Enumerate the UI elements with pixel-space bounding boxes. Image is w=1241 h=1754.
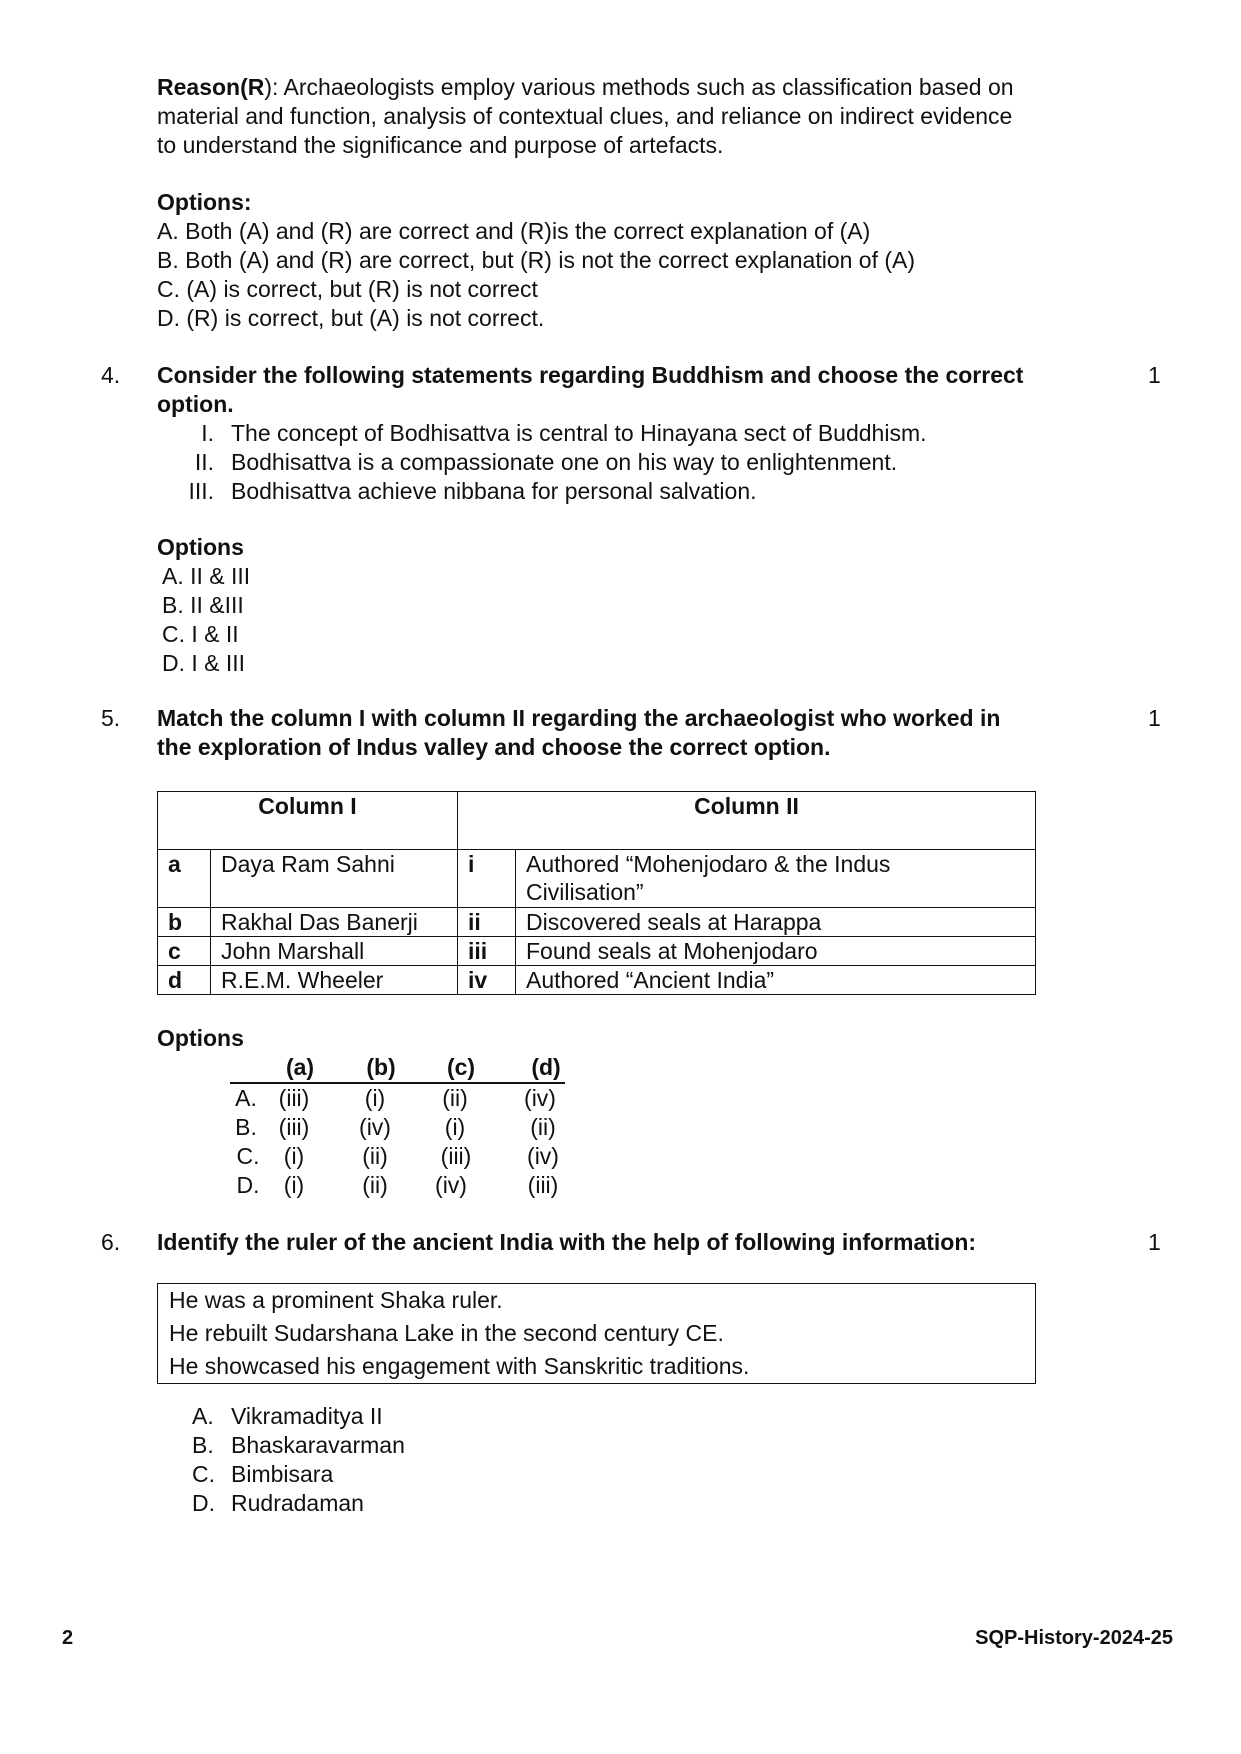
col2-key: i bbox=[458, 850, 516, 908]
options-grid-row: C. (i) (ii) (iii) (iv) bbox=[236, 1143, 559, 1169]
col1-value: Daya Ram Sahni bbox=[211, 850, 458, 908]
q3-options-heading: Options: bbox=[157, 189, 252, 215]
q3-reason-line-3: to understand the significance and purpose of artefacts. bbox=[157, 132, 724, 158]
table-row bbox=[158, 937, 1036, 966]
grid-header-c: (c) bbox=[446, 1054, 476, 1080]
q5-options-heading: Options bbox=[157, 1025, 244, 1051]
q4-options bbox=[162, 562, 250, 678]
grid-header-b: (b) bbox=[366, 1054, 396, 1080]
q5-number: 5. bbox=[101, 705, 121, 731]
col1-key: a bbox=[158, 850, 211, 908]
q6-option: A. Vikramaditya II bbox=[192, 1403, 383, 1429]
q5-question-line-2: the exploration of Indus valley and choose the correct option. bbox=[157, 734, 831, 760]
col1-value: Rakhal Das Banerji bbox=[211, 908, 458, 937]
q6-number: 6. bbox=[101, 1229, 121, 1255]
q5-options-grid bbox=[230, 1053, 565, 1200]
q6-marks: 1 bbox=[1148, 1229, 1161, 1255]
grid-header-d: (d) bbox=[531, 1054, 561, 1080]
grid-header-a: (a) bbox=[285, 1054, 315, 1080]
q6-option: D. Rudradaman bbox=[192, 1490, 364, 1516]
q6-option: C. Bimbisara bbox=[192, 1461, 334, 1487]
q3-reason-block bbox=[157, 73, 1102, 160]
column-i-header: Column I bbox=[158, 792, 458, 850]
q4-question-line-1: Consider the following statements regarding Buddhism and choose the correct bbox=[157, 362, 1024, 388]
match-table bbox=[157, 791, 1036, 995]
q4-question bbox=[157, 361, 1102, 419]
options-grid-row: A. (iii) (i) (ii) (iv) bbox=[235, 1085, 556, 1111]
q4-options-heading: Options bbox=[157, 534, 244, 560]
col2-key: iv bbox=[458, 966, 516, 995]
q4-option-d: D. I & III bbox=[162, 650, 246, 676]
q5-marks: 1 bbox=[1148, 705, 1161, 731]
col2-value: Found seals at Mohenjodaro bbox=[516, 937, 1036, 966]
col2-value: Authored “Mohenjodaro & the Indus Civilisation” bbox=[516, 850, 1036, 908]
document-code: SQP-History-2024-25 bbox=[975, 1627, 1173, 1649]
col2-value: Discovered seals at Harappa bbox=[516, 908, 1036, 937]
options-grid-row: B. (iii) (iv) (i) (ii) bbox=[235, 1114, 556, 1140]
q3-option-c: C. (A) is correct, but (R) is not correct bbox=[157, 276, 538, 302]
q5-question bbox=[157, 704, 1102, 762]
options-grid-row: D. (i) (ii) (iv) (iii) bbox=[236, 1172, 559, 1198]
q4-option-a: A. II & III bbox=[162, 563, 251, 589]
q3-options bbox=[157, 217, 915, 333]
q6-info-box bbox=[157, 1283, 1036, 1384]
table-row bbox=[158, 850, 1036, 908]
col1-key: d bbox=[158, 966, 211, 995]
info-line: He showcased his engagement with Sanskritic traditions. bbox=[169, 1353, 750, 1379]
q4-option-c: C. I & II bbox=[162, 621, 239, 647]
col1-key: b bbox=[158, 908, 211, 937]
info-line: He was a prominent Shaka ruler. bbox=[169, 1287, 503, 1313]
q6-option: B. Bhaskaravarman bbox=[192, 1432, 405, 1458]
page-number: 2 bbox=[62, 1627, 74, 1649]
col2-key: ii bbox=[458, 908, 516, 937]
q3-option-a: A. Both (A) and (R) are correct and (R)is the correct explanation of (A) bbox=[157, 218, 871, 244]
column-ii-header: Column II bbox=[458, 792, 1036, 850]
options-grid-header bbox=[230, 1053, 565, 1084]
col2-key: iii bbox=[458, 937, 516, 966]
q3-option-d: D. (R) is correct, but (A) is not correct. bbox=[157, 305, 545, 331]
q4-question-line-2: option. bbox=[157, 391, 234, 417]
q3-reason-line-1: Reason(R): Archaeologists employ various methods such as classification based on bbox=[157, 74, 1014, 100]
q4-marks: 1 bbox=[1148, 362, 1161, 388]
col2-value: Authored “Ancient India” bbox=[516, 966, 1036, 995]
q6-question: Identify the ruler of the ancient India with the help of following information: bbox=[157, 1229, 977, 1255]
col1-key: c bbox=[158, 937, 211, 966]
q5-question-line-1: Match the column I with column II regarding the archaeologist who worked in bbox=[157, 705, 1001, 731]
match-table-header bbox=[158, 792, 1036, 850]
table-row bbox=[158, 908, 1036, 937]
info-line: He rebuilt Sudarshana Lake in the second century CE. bbox=[169, 1320, 724, 1346]
q6-options bbox=[192, 1402, 405, 1518]
table-row bbox=[158, 966, 1036, 995]
reason-label: Reason(R bbox=[157, 74, 265, 100]
col1-value: John Marshall bbox=[211, 937, 458, 966]
q3-reason-line-2: material and function, analysis of contextual clues, and reliance on indirect evidence bbox=[157, 103, 1013, 129]
q4-option-b: B. II &III bbox=[162, 592, 244, 618]
col1-value: R.E.M. Wheeler bbox=[211, 966, 458, 995]
q4-number: 4. bbox=[101, 362, 121, 388]
q3-option-b: B. Both (A) and (R) are correct, but (R) is not the correct explanation of (A) bbox=[157, 247, 916, 273]
